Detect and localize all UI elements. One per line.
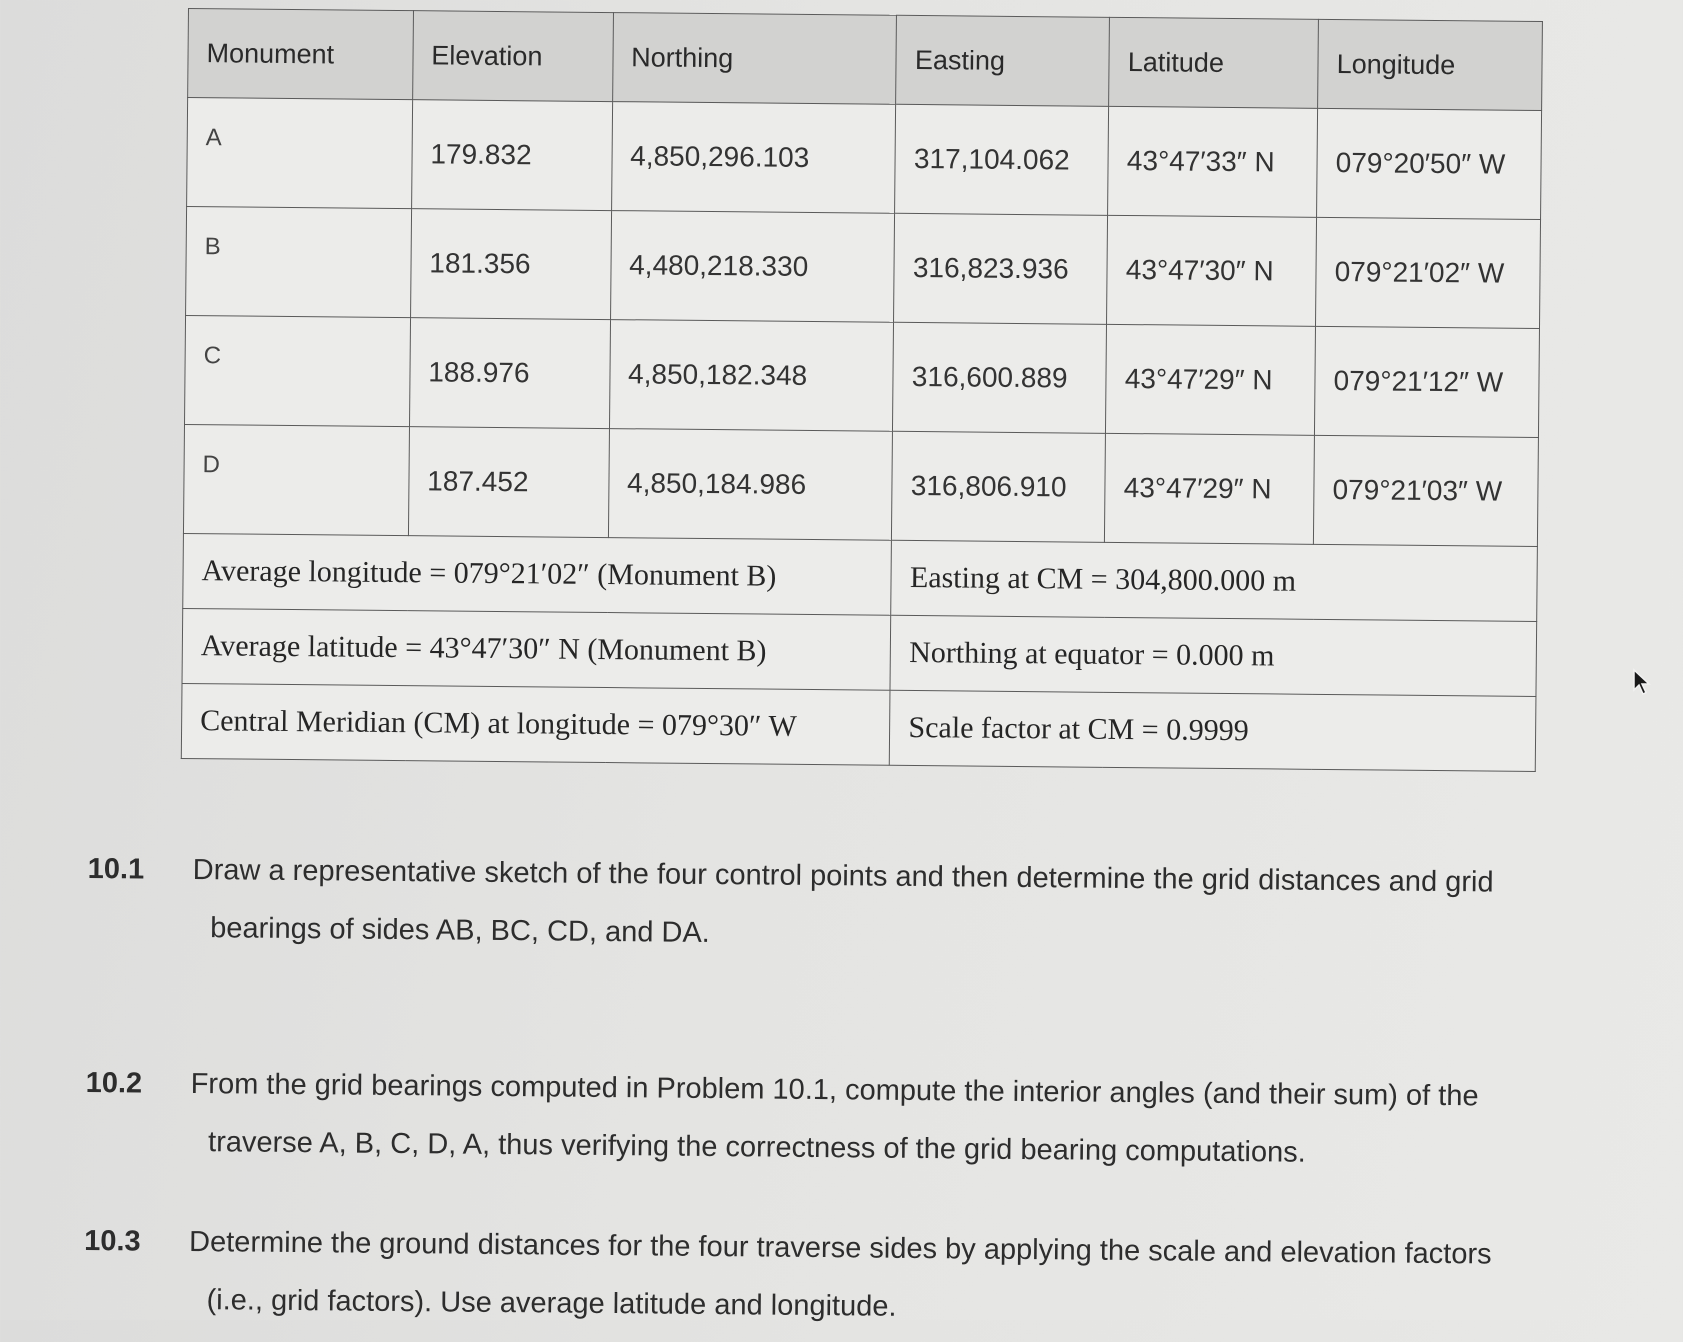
cell-easting: 316,600.889 — [893, 322, 1107, 433]
note-scale-factor: Scale factor at CM = 0.9999 — [890, 690, 1536, 771]
cell-northing: 4,850,182.348 — [609, 320, 894, 432]
problem-line: Draw a representative sketch of the four control points and then determine the grid distances and grid — [192, 854, 1494, 899]
cell-longitude: 079°21′03″ W — [1314, 435, 1539, 546]
header-latitude: Latitude — [1109, 17, 1319, 108]
cell-monument: D — [183, 424, 409, 535]
table-note-row — [181, 683, 1536, 771]
cell-longitude: 079°21′02″ W — [1316, 217, 1541, 328]
problem-text — [192, 841, 1588, 970]
cell-monument: A — [187, 98, 413, 209]
problem-line: (i.e., grid factors). Use average latitude and longitude. — [206, 1284, 897, 1323]
problem-line: Determine the ground distances for the four traverse sides by applying the scale and elevation factors — [188, 1225, 1492, 1271]
cell-longitude: 079°21′12″ W — [1315, 326, 1540, 437]
problem-item — [85, 1054, 1586, 1184]
note-average-longitude: Average longitude = 079°21′02″ (Monument B) — [183, 533, 892, 615]
table-note-row — [182, 608, 1537, 696]
problem-text — [190, 1055, 1586, 1184]
cell-elevation: 181.356 — [410, 209, 611, 320]
table-row — [185, 315, 1540, 437]
header-monument: Monument — [188, 9, 414, 100]
table-note-row — [183, 533, 1538, 621]
cell-latitude: 43°47′29″ N — [1105, 433, 1315, 544]
problem-text — [188, 1213, 1584, 1342]
cell-northing: 4,850,296.103 — [611, 102, 896, 214]
mouse-pointer-icon — [1632, 668, 1652, 701]
problem-number: 10.1 — [87, 852, 145, 886]
cell-northing: 4,480,218.330 — [610, 211, 895, 323]
problem-line: traverse A, B, C, D, A, thus verifying the correctness of the grid bearing computations. — [207, 1126, 1306, 1169]
problem-item — [87, 840, 1588, 970]
table-row — [183, 424, 1538, 546]
header-elevation: Elevation — [412, 11, 613, 102]
header-longitude: Longitude — [1318, 19, 1543, 110]
table-row — [186, 206, 1541, 328]
problem-line: From the grid bearings computed in Problem 10.1, compute the interior angles (and their sum) of the — [190, 1067, 1479, 1113]
cell-monument: B — [186, 206, 412, 317]
note-average-latitude: Average latitude = 43°47′30″ N (Monument B) — [182, 608, 891, 690]
problem-line: bearings of sides AB, BC, CD, and DA. — [210, 912, 710, 949]
cell-monument: C — [185, 315, 411, 426]
header-easting: Easting — [896, 15, 1110, 106]
note-central-meridian: Central Meridian (CM) at longitude = 079°30″ W — [181, 683, 890, 765]
cell-elevation: 187.452 — [408, 427, 609, 538]
header-northing: Northing — [612, 13, 897, 105]
problem-number: 10.2 — [85, 1066, 143, 1100]
cell-longitude: 079°20′50″ W — [1317, 108, 1542, 219]
cell-easting: 316,823.936 — [894, 213, 1108, 324]
cell-latitude: 43°47′29″ N — [1106, 324, 1316, 435]
cell-latitude: 43°47′33″ N — [1108, 106, 1318, 217]
monument-data-table — [181, 8, 1543, 772]
cell-easting: 316,806.910 — [892, 431, 1106, 542]
cell-northing: 4,850,184.986 — [608, 429, 893, 541]
problem-number: 10.3 — [83, 1224, 141, 1258]
problem-list — [83, 840, 1588, 1342]
problem-item — [83, 1212, 1584, 1342]
cell-easting: 317,104.062 — [895, 104, 1109, 215]
cell-elevation: 188.976 — [409, 318, 610, 429]
table-row — [187, 98, 1542, 220]
note-northing-at-equator: Northing at equator = 0.000 m — [890, 615, 1536, 696]
cell-latitude: 43°47′30″ N — [1107, 215, 1317, 326]
cell-elevation: 179.832 — [411, 100, 612, 211]
note-easting-at-cm: Easting at CM = 304,800.000 m — [891, 540, 1537, 621]
table-header-row — [188, 9, 1543, 111]
